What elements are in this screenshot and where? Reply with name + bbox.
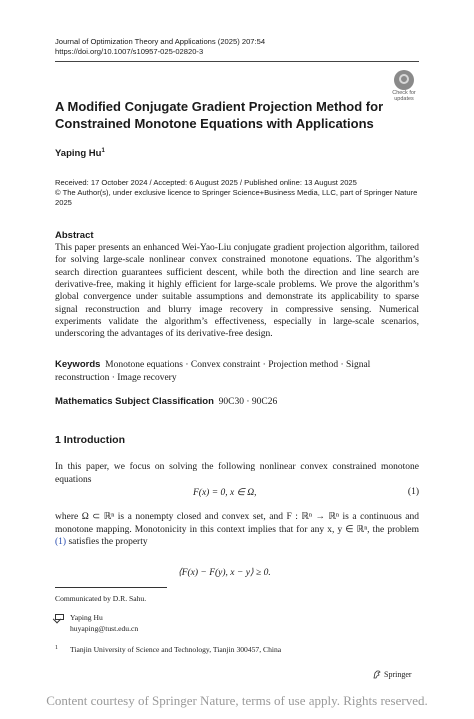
para2-part-a: where Ω ⊂ ℝⁿ is a nonempty closed and convex set, and F : ℝⁿ → ℝⁿ is a continuous and monotone mapping. Monotonicity in this context implies that for any x, y ∈ ℝⁿ, the problem bbox=[55, 512, 419, 535]
check-updates-icon bbox=[394, 70, 414, 90]
keywords-label: Keywords bbox=[55, 359, 101, 370]
journal-citation: Journal of Optimization Theory and Applications (2025) 207:54 bbox=[55, 37, 266, 46]
msc-codes: 90C30 · 90C26 bbox=[218, 397, 278, 407]
equation-1-number: (1) bbox=[407, 487, 419, 497]
keywords bbox=[55, 358, 419, 385]
springer-logo bbox=[372, 669, 412, 679]
abstract-text: This paper presents an enhanced Wei-Yao-Liu conjugate gradient projection algorithm, tailored for solving large-scale nonlinear convex constrained monotone equations. The algorithm’s search direction guarantees sufficient descent, while both the direction and line search are derivative-free, making it highly efficient for large-scale problems. We prove the algorithm’s global convergence under suitable assumptions and demonstrate its applicability to sparse signal reconstruction and blurry image recovery in compressive sensing. Numerical experiments validate the algorithm’s effectiveness, especially in large-scale scenarios, underscoring the advantages of its derivative-free design. bbox=[55, 243, 419, 340]
msc-label: Mathematics Subject Classification bbox=[55, 396, 214, 407]
keywords-text: Monotone equations · Convex constraint · Projection method · Signal reconstruction · Image recovery bbox=[55, 360, 371, 383]
author-affil-marker: 1 bbox=[101, 148, 105, 154]
footnote-rule bbox=[55, 587, 167, 588]
doi-link[interactable]: https://doi.org/10.1007/s10957-025-02820-3 bbox=[55, 47, 204, 56]
affiliation-number: 1 bbox=[55, 645, 58, 651]
copyright-line: © The Author(s), under exclusive licence to Springer Science+Business Media, LLC, part of Springer Nature 2025 bbox=[55, 188, 418, 207]
abstract-heading: Abstract bbox=[55, 230, 94, 241]
corresponding-author bbox=[70, 612, 138, 634]
intro-paragraph-2 bbox=[55, 511, 419, 549]
contact-email[interactable]: huyaping@tust.edu.cn bbox=[70, 624, 139, 633]
check-for-updates-badge[interactable] bbox=[389, 70, 419, 100]
section-heading-introduction: 1 Introduction bbox=[55, 434, 125, 446]
affiliation: Tianjin University of Science and Technology, Tianjin 300457, China bbox=[70, 645, 282, 654]
springer-wordmark: Springer bbox=[384, 670, 412, 679]
msc-classification bbox=[55, 396, 277, 407]
equation-ref-link[interactable]: (1) bbox=[55, 537, 67, 547]
communicated-by: Communicated by D.R. Sahu. bbox=[55, 594, 147, 603]
contact-name: Yaping Hu bbox=[70, 613, 103, 622]
courtesy-notice: Content courtesy of Springer Nature, terms of use apply. Rights reserved. bbox=[46, 693, 428, 708]
publication-dates bbox=[55, 178, 419, 208]
header-rule bbox=[55, 61, 419, 62]
dates-line: Received: 17 October 2024 / Accepted: 6 August 2025 / Published online: 13 August 2025 bbox=[55, 178, 357, 187]
author-name: Yaping Hu bbox=[55, 148, 102, 160]
author-line bbox=[55, 148, 105, 159]
paper-title: A Modified Conjugate Gradient Projection Method for Constrained Monotone Equations with Applications bbox=[55, 99, 384, 131]
check-label-1: Check for bbox=[392, 90, 416, 96]
springer-horse-icon bbox=[372, 669, 382, 679]
check-label-2: updates bbox=[394, 96, 414, 102]
journal-header bbox=[55, 37, 265, 57]
equation-1-expression: F(x) = 0, x ∈ Ω, bbox=[193, 488, 257, 498]
equation-monotonicity: ⟨F(x) − F(y), x − y⟩ ≥ 0. bbox=[178, 568, 271, 578]
email-icon bbox=[55, 614, 64, 620]
para2-part-b: satisfies the property bbox=[66, 537, 148, 547]
intro-paragraph-1: In this paper, we focus on solving the following nonlinear convex constrained monotone equations bbox=[55, 462, 419, 485]
